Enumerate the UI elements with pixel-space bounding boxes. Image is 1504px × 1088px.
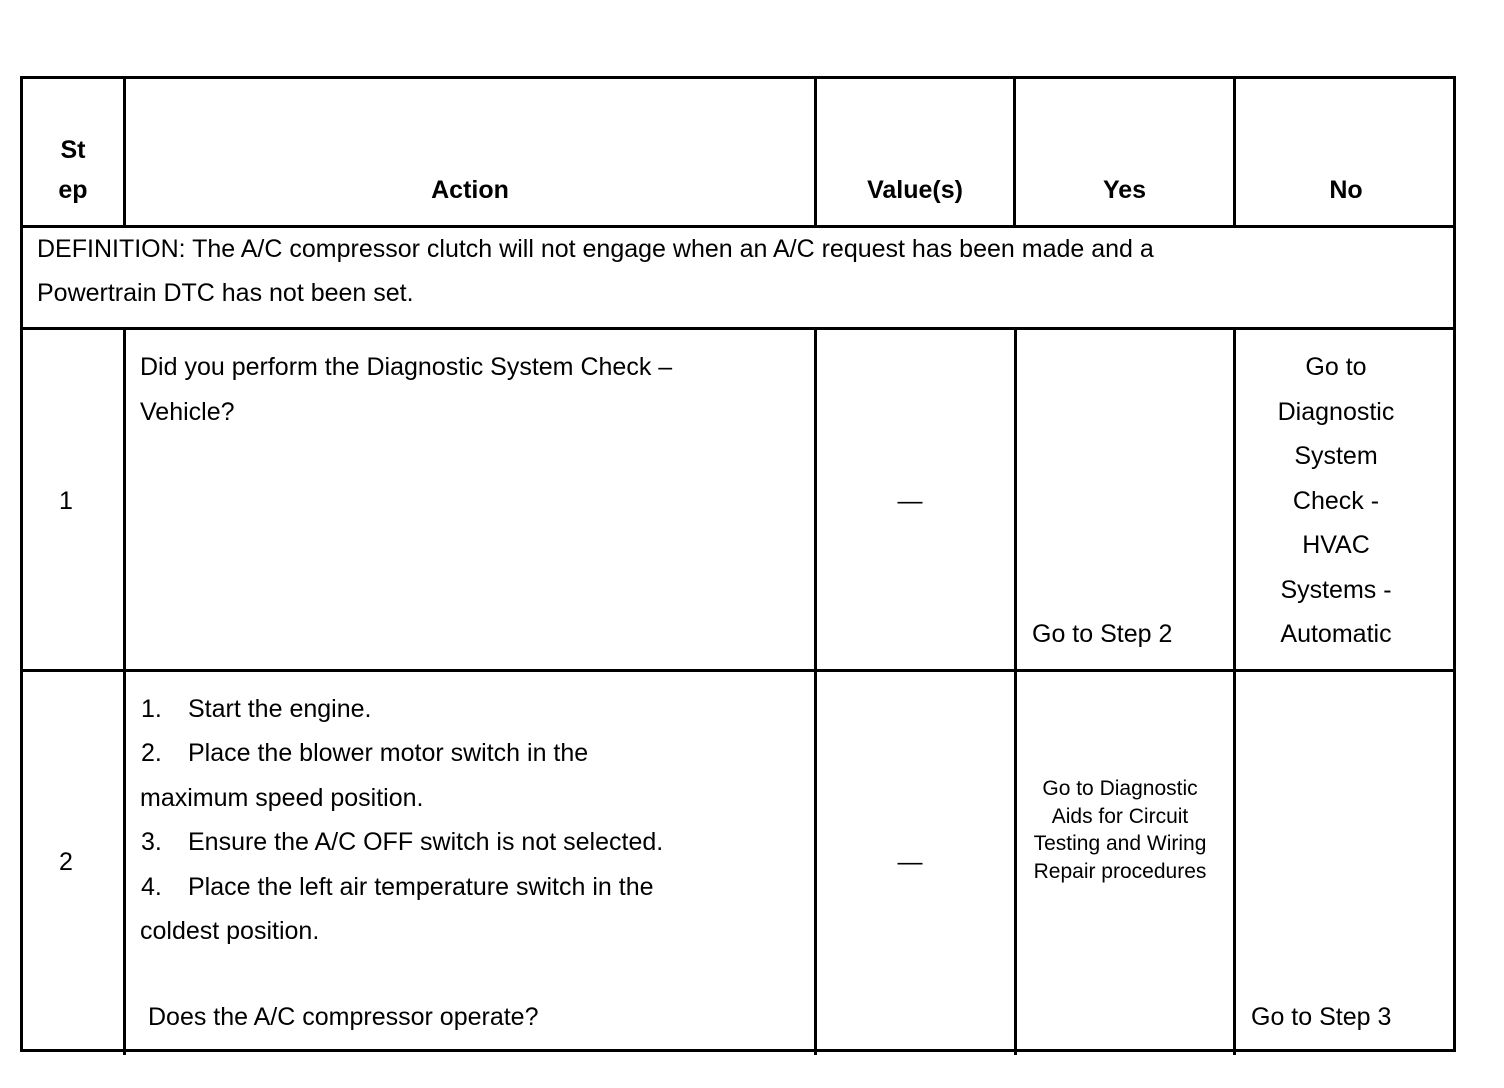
step2-item-text: maximum speed position. [140,784,424,812]
step-number-1: 1 [59,487,73,515]
header-action: Action [431,176,509,204]
step1-value: — [897,487,923,515]
step1-no-line: Go to [1305,353,1367,381]
step1-no-line: Systems - [1280,575,1392,604]
definition-line1: DEFINITION: The A/C compressor clutch will not engage when an A/C request has been made and a [37,235,1154,263]
header-step-line1: St [60,136,86,164]
step2-yes-line: Repair procedures [1033,859,1207,883]
header-step-line2: ep [58,176,88,204]
step1-no-line: HVAC [1302,531,1370,559]
step1-no-line: Check - [1292,486,1380,515]
col-divider-action-rows [814,327,817,1055]
step2-item-num: 3. [141,828,162,856]
header-no: No [1329,176,1363,204]
header-yes: Yes [1102,176,1147,204]
step2-item-num: 1. [141,695,162,723]
step1-yes: Go to Step 2 [1032,620,1173,648]
header-values: Value(s) [867,176,963,204]
diagnostic-table [20,76,1456,1052]
row-divider-definition [23,327,1453,330]
definition-line2: Powertrain DTC has not been set. [37,279,414,307]
step2-item-text: Ensure the A/C OFF switch is not selected. [188,828,664,856]
step1-no-line: Diagnostic [1277,397,1395,426]
step2-item-num: 4. [141,873,162,901]
row-divider-step1 [23,669,1453,672]
step1-no-line: Automatic [1280,620,1392,648]
step2-yes [1016,775,1224,885]
step2-item-num: 2. [141,739,162,767]
step2-yes-line: Go to Diagnostic [1042,777,1198,800]
step2-item-text: Place the blower motor switch in the [188,739,589,767]
step2-yes-line: Aids for Circuit [1051,804,1189,828]
header-step [23,130,123,210]
step2-item-text: coldest position. [140,917,320,945]
step-number-2: 2 [59,848,73,876]
col-divider-step-rows [123,327,126,1055]
step1-action-line1: Did you perform the Diagnostic System Check – [140,353,673,381]
step2-item-text: Start the engine. [188,695,372,723]
step1-no [1236,345,1436,657]
step1-action-line2: Vehicle? [140,398,235,426]
step2-value: — [897,848,923,876]
step2-no: Go to Step 3 [1251,1003,1392,1031]
step2-question: Does the A/C compressor operate? [148,1003,539,1031]
step2-yes-line: Testing and Wiring [1033,832,1207,855]
col-divider-value-rows [1014,327,1017,1055]
step1-no-line: System [1294,442,1378,470]
step2-item-text: Place the left air temperature switch in the [188,873,654,901]
